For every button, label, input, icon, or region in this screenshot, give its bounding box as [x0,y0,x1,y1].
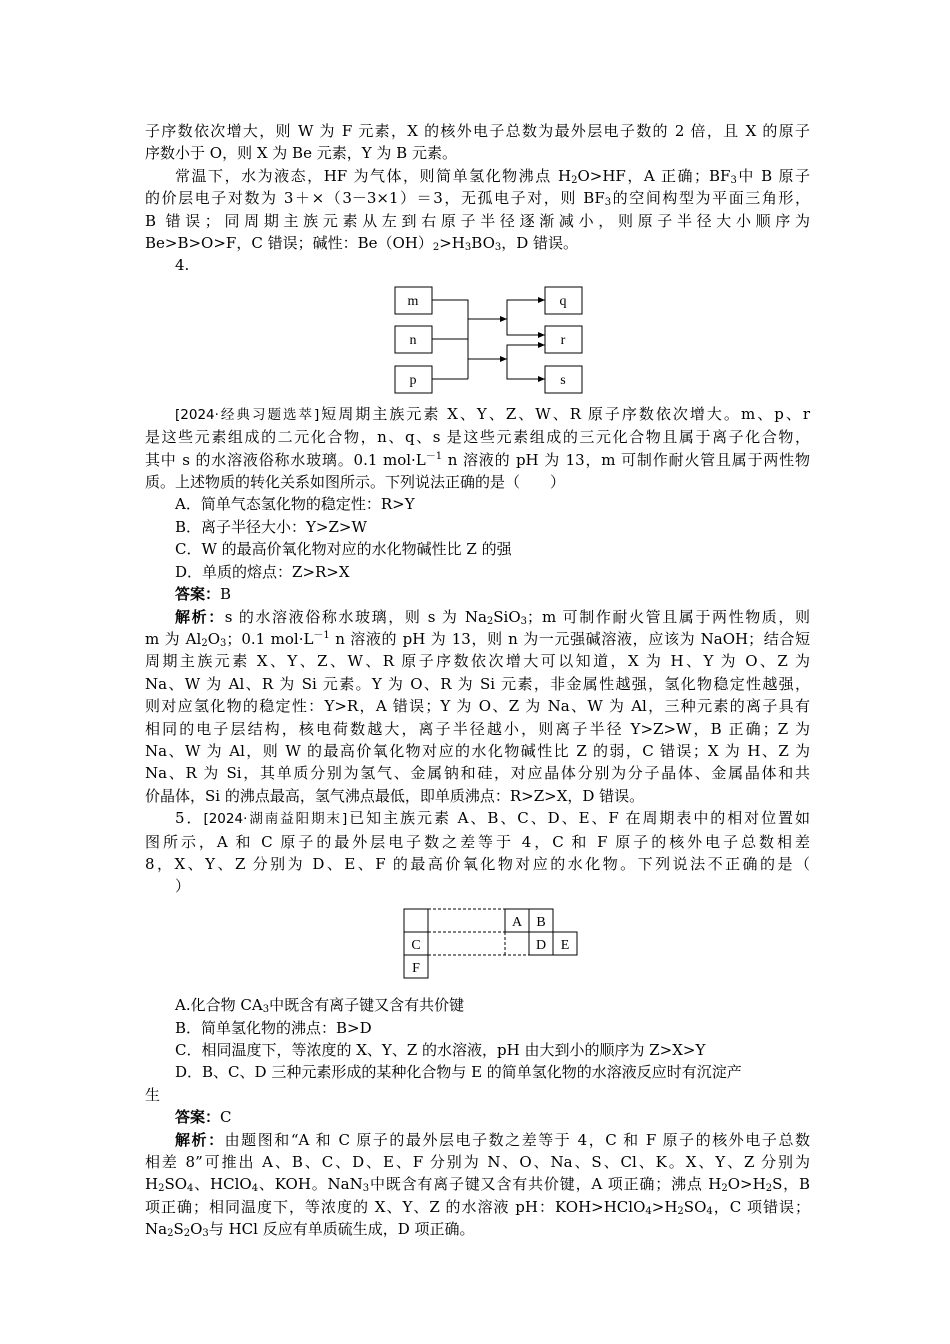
prev-line-2: 序数小于 O，则 X 为 Be 元素，Y 为 B 元素。 [145,144,457,163]
analysis-5-line-1: 解析：由题图和“A 和 C 原子的最外层电子数之差等于 4，C 和 F 原子的核外电子总数 [175,1130,810,1149]
cell-A: A [511,914,523,930]
cell-F: F [412,960,420,976]
question-5-stem-4: ） [175,877,191,896]
analysis-4-line-2: m 为 $Al_2O_3$；0.1 $mol\cdot L^{-1}$ n 溶液的 pH 为 13，则 n 为一元强碱溶液，应该为 NaOH；结合短 [145,629,811,649]
option-5-c: C．相同温度下，等浓度的 X、Y、Z 的水溶液，pH 由大到小的顺序为 Z>X>Y [175,1041,706,1059]
analysis-5-line-4: 项正确；相同温度下，等浓度的 X、Y、Z 的水溶液 pH：$KOH>HClO_4>H_2SO_4$，C 项错误； [145,1197,810,1217]
cell-D: D [535,937,547,953]
connector-mn [432,300,468,339]
question-5-stem: 5．[2024·湖南益阳期末]已知主族元素 A、B、C、D、E、F 在周期表中的相对位置如 [175,809,811,828]
document-page [145,120,810,1241]
analysis-4-line-4: Na、W 为 Al、R 为 Si 元素。Y 为 O、R 为 Si 元素，非金属性越强，氢化物稳定性越强， [145,674,810,693]
analysis-4-line-1: 解析：s 的水溶液俗称水玻璃，则 s 为 $Na_2SiO_3$；m 可制作耐火管且属于两性物质，则 [175,607,810,627]
prev-line-1: 子序数依次增大，则 W 为 F 元素，X 的核外电子总数为最外层电子数的 2 倍，且 X 的原子 [145,122,810,140]
option-5-d-cont: 生 [145,1085,161,1104]
node-q: q [559,293,567,309]
cell-B: B [536,914,546,930]
option-5-a: A.化合物 $CA_3$中既含有离子键又含有共价键 [175,996,465,1016]
option-c: C．W 的最高价氧化物对应的水化物碱性比 Z 的强 [175,540,512,559]
answer-5: 答案：C [175,1108,232,1127]
prev-line-4: 的价层电子对数为 3＋×（3－3×1）＝3，无孤电子对，则 $BF_3$的空间构型为平面三角形， [145,189,810,209]
question-4-number: 4. [175,256,190,275]
conversion-diagram [393,285,593,397]
node-r: r [560,332,566,348]
periodic-table-fragment [403,908,810,986]
node-p: p [409,372,417,388]
option-b: B．离子半径大小：Y>Z>W [175,517,367,536]
arrow-to-q-r [507,300,545,319]
node-m: m [407,293,419,309]
arrow-to-r-2 [507,345,545,359]
analysis-4-line-8: Na、R 为 Si，其单质分别为氢气、金属钠和硅，对应晶体分别为分子晶体、金属晶体和共 [145,764,810,783]
question-5-stem-3: 8，X、Y、Z 分别为 D、E、F 的最高价氧化物对应的水化物。下列说法不正确的是（ [145,854,810,873]
question-4-stem: [2024·经典习题选萃]短周期主族元素 X、Y、Z、W、R 原子序数依次增大。m、p、r [175,404,811,423]
prev-line-3: 常温下，水为液态，HF 为气体，则简单氢化物沸点 $H_2O>HF$，A 正确；$BF_3$中 B 原子 [175,166,811,186]
cell-C: C [411,937,421,953]
cell-E: E [560,937,570,953]
question-5-stem-2: 图所示，A 和 C 原子的最外层电子数之差等于 4，C 和 F 原子的核外电子总数相差 [145,832,810,851]
option-d: D．单质的熔点：Z>R>X [175,562,350,581]
question-4-stem-3: 其中 s 的水溶液俗称水玻璃。0.1 $mol\cdot L^{-1}$ n 溶液的 pH 为 13，m 可制作耐火管且属于两性物 [145,450,810,469]
analysis-4-line-6: 相同的电子层结构，核电荷数越大，离子半径越小，则离子半径 Y>Z>W，B 正确；Z 为 [145,719,810,738]
answer-4: 答案：B [175,585,232,604]
analysis-5-line-2: 相差 8”可推出 A、B、C、D、E、F 分别为 N、O、Na、S、Cl、K。X、Y、Z 分别为 [145,1153,810,1172]
arrow-to-s [507,359,545,379]
analysis-4-line-9: 价晶体，Si 的沸点最高，氢气沸点最低，即单质沸点：R>Z>X，D 错误。 [145,786,645,805]
analysis-4-line-5: 则对应氢化物的稳定性：Y>R，A 错误；Y 为 O、Z 为 Na、W 为 Al，三种元素的离子具有 [145,697,810,716]
option-5-b: B．简单氢化物的沸点：B>D [175,1018,372,1037]
question-4-stem-2: 是这些元素组成的二元化合物，n、q、s 是这些元素组成的三元化合物且属于离子化合物， [145,428,810,447]
analysis-4-line-3: 周期主族元素 X、Y、Z、W、R 原子序数依次增大可以知道，X 为 H、Y 为 O、Z 为 [145,652,810,671]
question-4-stem-4: 质。上述物质的转化关系如图所示。下列说法正确的是（ ） [145,473,566,492]
prev-line-6: Be>B>O>F，C 错误；碱性：$Be(OH)_2>H_3BO_3$，D 错误。 [145,234,579,254]
prev-line-5: B 错误；同周期主族元素从左到右原子半径逐渐减小，则原子半径大小顺序为 [145,211,810,230]
option-a: A．简单气态氢化物的稳定性：R>Y [175,495,415,514]
node-n: n [409,332,417,348]
analysis-5-line-3: $H_2SO_4$、HClO$_4$、KOH。NaN$_3$中既含有离子键又含有共价键，A 项正确；沸点 $H_2O>H_2S$，B [145,1175,811,1195]
analysis-4-line-7: Na、W 为 Al，则 W 的最高价氧化物对应的水化物碱性比 Z 的弱，C 错误；X 为 H、Z 为 [145,741,810,760]
analysis-5-line-5: $Na_2S_2O_3$与 HCl 反应有单质硫生成，D 项正确。 [145,1220,475,1240]
arrow-to-r [507,319,545,335]
option-5-d: D．B、C、D 三种元素形成的某种化合物与 E 的简单氢化物的水溶液反应时有沉淀产 [175,1063,742,1082]
node-s: s [560,372,566,388]
